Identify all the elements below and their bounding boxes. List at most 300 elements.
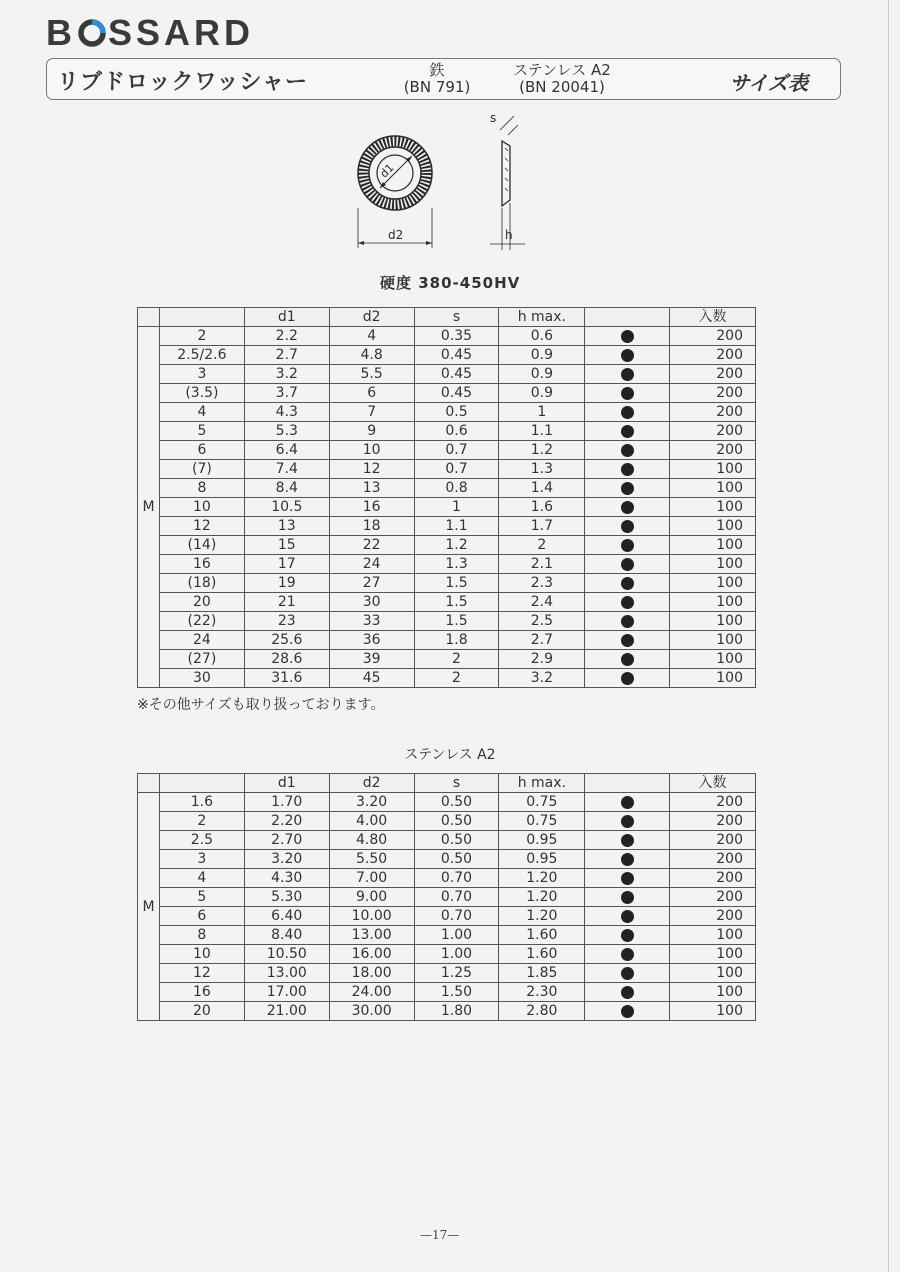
table-row <box>138 365 756 384</box>
size-table-label: サイズ表 <box>729 71 808 95</box>
s-cell: 0.70 <box>414 888 499 907</box>
d1-cell: 2.70 <box>244 831 329 850</box>
size-cell: 4 <box>159 403 244 422</box>
table-row <box>138 793 756 812</box>
d2-cell: 18 <box>329 517 414 536</box>
s-cell: 1.00 <box>414 926 499 945</box>
availability-cell <box>585 612 670 631</box>
d1-cell: 2.7 <box>244 346 329 365</box>
s-cell: 0.7 <box>414 441 499 460</box>
s-cell: 2 <box>414 650 499 669</box>
filled-circle-icon <box>621 1005 634 1018</box>
filled-circle-icon <box>621 349 634 362</box>
d2-cell: 16.00 <box>329 945 414 964</box>
column-header: d1 <box>244 774 329 793</box>
table-row <box>138 593 756 612</box>
hmax-cell: 0.9 <box>499 365 585 384</box>
d1-cell: 2.20 <box>244 812 329 831</box>
quantity-cell: 200 <box>670 869 756 888</box>
table-row <box>138 479 756 498</box>
column-header: 入数 <box>670 308 756 327</box>
availability-cell <box>585 555 670 574</box>
d2-cell: 30.00 <box>329 1002 414 1021</box>
filled-circle-icon <box>621 482 634 495</box>
availability-cell <box>585 536 670 555</box>
d2-cell: 45 <box>329 669 414 688</box>
filled-circle-icon <box>621 520 634 533</box>
availability-cell <box>585 850 670 869</box>
d1-cell: 6.4 <box>244 441 329 460</box>
table-row <box>138 631 756 650</box>
size-cell: 4 <box>159 869 244 888</box>
s-cell: 0.50 <box>414 793 499 812</box>
hmax-cell: 3.2 <box>499 669 585 688</box>
column-header: d1 <box>244 308 329 327</box>
quantity-cell: 200 <box>670 888 756 907</box>
filled-circle-icon <box>621 910 634 923</box>
d2-cell: 24.00 <box>329 983 414 1002</box>
quantity-cell: 200 <box>670 793 756 812</box>
size-cell: 10 <box>159 498 244 517</box>
hmax-cell: 0.95 <box>499 850 585 869</box>
table-row <box>138 422 756 441</box>
s-cell: 0.45 <box>414 384 499 403</box>
washer-diagram <box>340 108 540 258</box>
size-cell: 2 <box>159 327 244 346</box>
d2-cell: 22 <box>329 536 414 555</box>
size-cell: 8 <box>159 926 244 945</box>
filled-circle-icon <box>621 872 634 885</box>
d2-cell: 4.00 <box>329 812 414 831</box>
filled-circle-icon <box>621 967 634 980</box>
size-cell: (27) <box>159 650 244 669</box>
availability-cell <box>585 793 670 812</box>
d1-cell: 17 <box>244 555 329 574</box>
table-row <box>138 346 756 365</box>
hmax-cell: 0.75 <box>499 793 585 812</box>
hmax-cell: 0.9 <box>499 384 585 403</box>
table-row <box>138 460 756 479</box>
hmax-cell: 0.6 <box>499 327 585 346</box>
availability-cell <box>585 346 670 365</box>
availability-cell <box>585 907 670 926</box>
table-row <box>138 441 756 460</box>
table-row <box>138 669 756 688</box>
s-cell: 0.8 <box>414 479 499 498</box>
size-cell: 3 <box>159 850 244 869</box>
quantity-cell: 200 <box>670 327 756 346</box>
s-cell: 2 <box>414 669 499 688</box>
hmax-cell: 0.9 <box>499 346 585 365</box>
filled-circle-icon <box>621 796 634 809</box>
d1-cell: 13.00 <box>244 964 329 983</box>
d2-cell: 13 <box>329 479 414 498</box>
size-cell: 24 <box>159 631 244 650</box>
table-header-row <box>138 308 756 327</box>
table-row <box>138 964 756 983</box>
d2-cell: 10 <box>329 441 414 460</box>
table-row <box>138 650 756 669</box>
d2-cell: 36 <box>329 631 414 650</box>
d2-cell: 5.50 <box>329 850 414 869</box>
quantity-cell: 200 <box>670 422 756 441</box>
s-cell: 0.50 <box>414 831 499 850</box>
d2-cell: 18.00 <box>329 964 414 983</box>
label-d2: d2 <box>388 228 404 242</box>
size-cell: 2.5 <box>159 831 244 850</box>
availability-cell <box>585 1002 670 1021</box>
hmax-cell: 1.3 <box>499 460 585 479</box>
label-d1: d1 <box>377 161 397 181</box>
availability-cell <box>585 650 670 669</box>
other-sizes-note: ※その他サイズも取り扱っております。 <box>137 697 385 713</box>
size-cell: 30 <box>159 669 244 688</box>
s-cell: 1 <box>414 498 499 517</box>
hmax-cell: 1.60 <box>499 945 585 964</box>
s-cell: 0.7 <box>414 460 499 479</box>
table-row <box>138 888 756 907</box>
table-row <box>138 945 756 964</box>
hmax-cell: 1.7 <box>499 517 585 536</box>
size-cell: 16 <box>159 983 244 1002</box>
title-bar <box>46 58 841 100</box>
size-cell: 10 <box>159 945 244 964</box>
size-cell: 5 <box>159 422 244 441</box>
d1-cell: 25.6 <box>244 631 329 650</box>
availability-cell <box>585 365 670 384</box>
size-cell: 6 <box>159 441 244 460</box>
hmax-cell: 1.20 <box>499 907 585 926</box>
size-cell: 12 <box>159 964 244 983</box>
filled-circle-icon <box>621 406 634 419</box>
s-cell: 0.5 <box>414 403 499 422</box>
s-cell: 0.50 <box>414 812 499 831</box>
table-row <box>138 517 756 536</box>
filled-circle-icon <box>621 891 634 904</box>
size-cell: 8 <box>159 479 244 498</box>
iron-code: (BN 791) <box>403 78 471 96</box>
filled-circle-icon <box>621 653 634 666</box>
quantity-cell: 100 <box>670 631 756 650</box>
hmax-cell: 1.60 <box>499 926 585 945</box>
filled-circle-icon <box>621 539 634 552</box>
filled-circle-icon <box>621 853 634 866</box>
s-cell: 0.50 <box>414 850 499 869</box>
logo-o-icon <box>77 18 107 48</box>
hmax-cell: 1.20 <box>499 869 585 888</box>
d1-cell: 8.40 <box>244 926 329 945</box>
d2-cell: 24 <box>329 555 414 574</box>
s-cell: 1.25 <box>414 964 499 983</box>
availability-cell <box>585 422 670 441</box>
d1-cell: 4.30 <box>244 869 329 888</box>
availability-cell <box>585 479 670 498</box>
d1-cell: 8.4 <box>244 479 329 498</box>
s-cell: 1.2 <box>414 536 499 555</box>
size-cell: (3.5) <box>159 384 244 403</box>
table-row <box>138 869 756 888</box>
quantity-cell: 100 <box>670 1002 756 1021</box>
size-cell: 2.5/2.6 <box>159 346 244 365</box>
d1-cell: 1.70 <box>244 793 329 812</box>
availability-cell <box>585 574 670 593</box>
size-cell: (7) <box>159 460 244 479</box>
hmax-cell: 1 <box>499 403 585 422</box>
quantity-cell: 100 <box>670 593 756 612</box>
stainless-table-heading: ステンレス A2 <box>404 747 496 763</box>
filled-circle-icon <box>621 615 634 628</box>
d2-cell: 4 <box>329 327 414 346</box>
stainless-label: ステンレス A2 <box>513 61 611 79</box>
quantity-cell: 100 <box>670 926 756 945</box>
washer-side-view <box>490 111 525 250</box>
d2-cell: 7 <box>329 403 414 422</box>
d2-cell: 4.8 <box>329 346 414 365</box>
washer-front-view <box>358 136 432 248</box>
hmax-cell: 0.95 <box>499 831 585 850</box>
table-row <box>138 403 756 422</box>
availability-cell <box>585 926 670 945</box>
availability-cell <box>585 631 670 650</box>
availability-cell <box>585 812 670 831</box>
filled-circle-icon <box>621 834 634 847</box>
size-cell: 16 <box>159 555 244 574</box>
column-header <box>585 774 670 793</box>
size-cell: 3 <box>159 365 244 384</box>
quantity-cell: 200 <box>670 365 756 384</box>
table-row <box>138 536 756 555</box>
d2-cell: 10.00 <box>329 907 414 926</box>
table-row <box>138 831 756 850</box>
hardness-spec: 硬度 380-450HV <box>380 274 521 292</box>
column-header: s <box>414 308 499 327</box>
filled-circle-icon <box>621 463 634 476</box>
column-header <box>138 774 160 793</box>
filled-circle-icon <box>621 501 634 514</box>
bossard-logo <box>46 12 254 54</box>
d2-cell: 9.00 <box>329 888 414 907</box>
size-cell: (18) <box>159 574 244 593</box>
logo-letters-ssard: SSARD <box>108 12 255 53</box>
d1-cell: 17.00 <box>244 983 329 1002</box>
d2-cell: 33 <box>329 612 414 631</box>
filled-circle-icon <box>621 815 634 828</box>
availability-cell <box>585 384 670 403</box>
s-cell: 0.6 <box>414 422 499 441</box>
d1-cell: 2.2 <box>244 327 329 346</box>
column-header: d2 <box>329 774 414 793</box>
availability-cell <box>585 964 670 983</box>
column-header: s <box>414 774 499 793</box>
availability-cell <box>585 831 670 850</box>
availability-cell <box>585 517 670 536</box>
d1-cell: 7.4 <box>244 460 329 479</box>
thread-group-label: M <box>138 793 160 1021</box>
hmax-cell: 1.85 <box>499 964 585 983</box>
page-number: —17— <box>420 1228 460 1242</box>
d1-cell: 10.5 <box>244 498 329 517</box>
size-cell: 2 <box>159 812 244 831</box>
availability-cell <box>585 403 670 422</box>
quantity-cell: 100 <box>670 517 756 536</box>
s-cell: 1.50 <box>414 983 499 1002</box>
hmax-cell: 2.1 <box>499 555 585 574</box>
availability-cell <box>585 498 670 517</box>
filled-circle-icon <box>621 672 634 685</box>
d2-cell: 9 <box>329 422 414 441</box>
d1-cell: 31.6 <box>244 669 329 688</box>
availability-cell <box>585 669 670 688</box>
size-cell: 1.6 <box>159 793 244 812</box>
quantity-cell: 200 <box>670 850 756 869</box>
column-header <box>159 308 244 327</box>
s-cell: 0.45 <box>414 346 499 365</box>
filled-circle-icon <box>621 368 634 381</box>
availability-cell <box>585 888 670 907</box>
quantity-cell: 200 <box>670 384 756 403</box>
quantity-cell: 100 <box>670 498 756 517</box>
availability-cell <box>585 441 670 460</box>
table-row <box>138 812 756 831</box>
s-cell: 0.70 <box>414 907 499 926</box>
quantity-cell: 100 <box>670 650 756 669</box>
filled-circle-icon <box>621 929 634 942</box>
d2-cell: 5.5 <box>329 365 414 384</box>
availability-cell <box>585 593 670 612</box>
s-cell: 1.5 <box>414 612 499 631</box>
size-cell: (14) <box>159 536 244 555</box>
label-h: h <box>505 228 513 242</box>
d2-cell: 3.20 <box>329 793 414 812</box>
quantity-cell: 100 <box>670 983 756 1002</box>
s-cell: 1.5 <box>414 574 499 593</box>
s-cell: 1.1 <box>414 517 499 536</box>
column-header <box>585 308 670 327</box>
table-row <box>138 850 756 869</box>
hmax-cell: 2.30 <box>499 983 585 1002</box>
hmax-cell: 1.1 <box>499 422 585 441</box>
table-row <box>138 384 756 403</box>
hmax-cell: 1.6 <box>499 498 585 517</box>
quantity-cell: 100 <box>670 479 756 498</box>
hmax-cell: 2.7 <box>499 631 585 650</box>
table-row <box>138 498 756 517</box>
d2-cell: 7.00 <box>329 869 414 888</box>
d1-cell: 3.2 <box>244 365 329 384</box>
table-row <box>138 983 756 1002</box>
filled-circle-icon <box>621 596 634 609</box>
filled-circle-icon <box>621 634 634 647</box>
size-cell: 12 <box>159 517 244 536</box>
s-cell: 1.80 <box>414 1002 499 1021</box>
d2-cell: 12 <box>329 460 414 479</box>
filled-circle-icon <box>621 330 634 343</box>
filled-circle-icon <box>621 948 634 961</box>
thread-group-label: M <box>138 327 160 688</box>
d1-cell: 23 <box>244 612 329 631</box>
column-header <box>159 774 244 793</box>
filled-circle-icon <box>621 558 634 571</box>
table-row <box>138 555 756 574</box>
table-row <box>138 327 756 346</box>
d1-cell: 21.00 <box>244 1002 329 1021</box>
d1-cell: 5.30 <box>244 888 329 907</box>
quantity-cell: 100 <box>670 964 756 983</box>
quantity-cell: 100 <box>670 945 756 964</box>
quantity-cell: 100 <box>670 555 756 574</box>
d1-cell: 21 <box>244 593 329 612</box>
filled-circle-icon <box>621 425 634 438</box>
iron-label: 鉄 <box>429 61 445 79</box>
s-cell: 1.8 <box>414 631 499 650</box>
column-header: h max. <box>499 774 585 793</box>
table-row <box>138 1002 756 1021</box>
quantity-cell: 200 <box>670 907 756 926</box>
hmax-cell: 2 <box>499 536 585 555</box>
table-row <box>138 574 756 593</box>
product-title: リブドロックワッシャー <box>57 70 309 95</box>
quantity-cell: 200 <box>670 831 756 850</box>
availability-cell <box>585 327 670 346</box>
quantity-cell: 200 <box>670 403 756 422</box>
d1-cell: 10.50 <box>244 945 329 964</box>
column-header <box>138 308 160 327</box>
hmax-cell: 2.9 <box>499 650 585 669</box>
hmax-cell: 2.80 <box>499 1002 585 1021</box>
s-cell: 1.3 <box>414 555 499 574</box>
d1-cell: 28.6 <box>244 650 329 669</box>
size-cell: 20 <box>159 1002 244 1021</box>
d1-cell: 6.40 <box>244 907 329 926</box>
size-cell: (22) <box>159 612 244 631</box>
hmax-cell: 1.4 <box>499 479 585 498</box>
stainless-size-table <box>137 773 756 1021</box>
s-cell: 1.00 <box>414 945 499 964</box>
d1-cell: 15 <box>244 536 329 555</box>
d2-cell: 16 <box>329 498 414 517</box>
quantity-cell: 100 <box>670 612 756 631</box>
d1-cell: 3.20 <box>244 850 329 869</box>
label-s: s <box>490 111 497 125</box>
logo-letter-b: B <box>46 12 76 53</box>
hmax-cell: 1.2 <box>499 441 585 460</box>
hmax-cell: 2.4 <box>499 593 585 612</box>
filled-circle-icon <box>621 577 634 590</box>
column-header: h max. <box>499 308 585 327</box>
filled-circle-icon <box>621 986 634 999</box>
s-cell: 0.35 <box>414 327 499 346</box>
s-cell: 0.70 <box>414 869 499 888</box>
d1-cell: 19 <box>244 574 329 593</box>
hmax-cell: 1.20 <box>499 888 585 907</box>
filled-circle-icon <box>621 387 634 400</box>
d2-cell: 27 <box>329 574 414 593</box>
iron-size-table <box>137 307 756 688</box>
table-row <box>138 612 756 631</box>
s-cell: 1.5 <box>414 593 499 612</box>
d1-cell: 13 <box>244 517 329 536</box>
column-header: 入数 <box>670 774 756 793</box>
d2-cell: 39 <box>329 650 414 669</box>
quantity-cell: 100 <box>670 669 756 688</box>
size-cell: 20 <box>159 593 244 612</box>
size-cell: 6 <box>159 907 244 926</box>
page-edge-line <box>888 0 889 1272</box>
d2-cell: 6 <box>329 384 414 403</box>
d2-cell: 13.00 <box>329 926 414 945</box>
filled-circle-icon <box>621 444 634 457</box>
availability-cell <box>585 945 670 964</box>
